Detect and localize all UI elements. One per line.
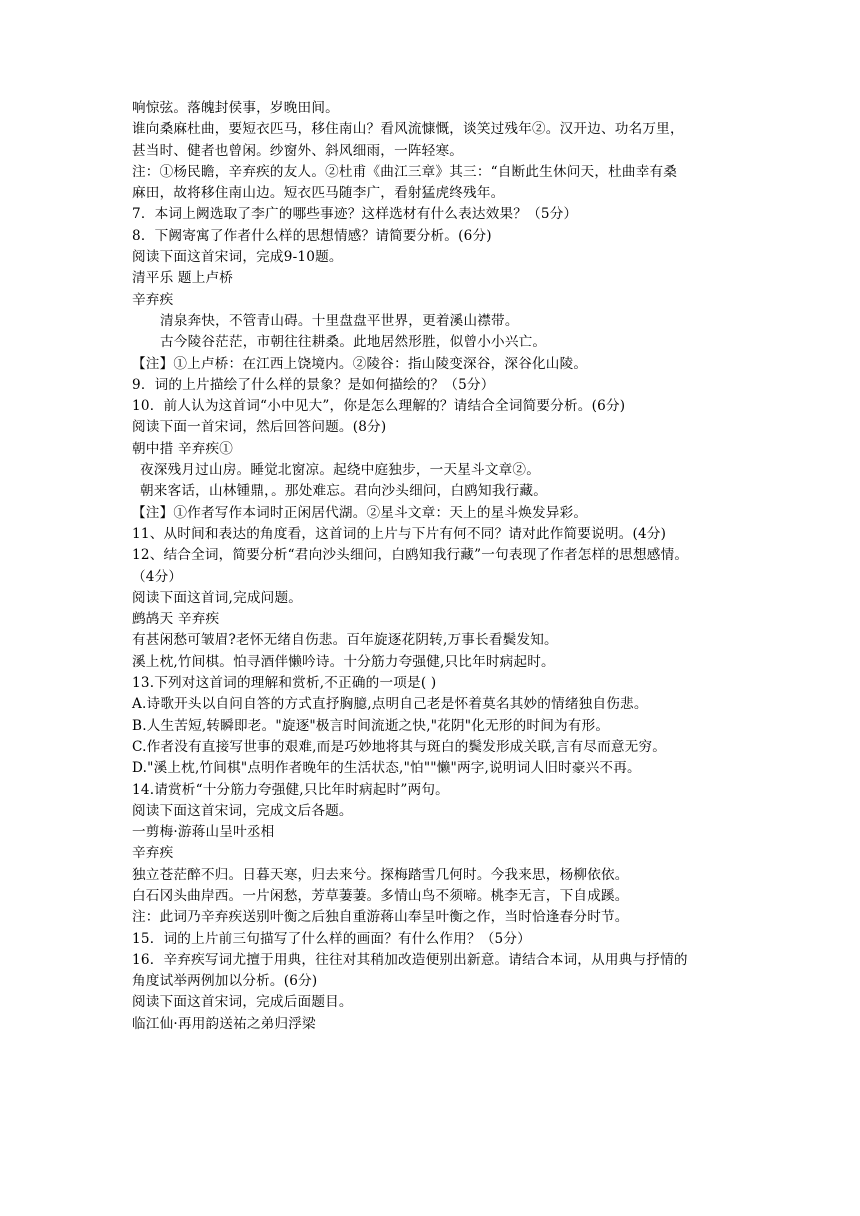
text-line: 10．前人认为这首词“小中见大”，你是怎么理解的？请结合全词简要分析。(6分) bbox=[132, 398, 626, 415]
text-line: 12、结合全词，简要分析“君向沙头细问，白鸥知我行藏”一句表现了作者怎样的思想感情。 bbox=[132, 547, 689, 564]
text-line: 11、从时间和表达的角度看，这首词的上片与下片有何不同？请对此作简要说明。(4分) bbox=[132, 525, 667, 542]
text-line: 8．下阙寄寓了作者什么样的思想情感？请简要分析。(6分) bbox=[132, 227, 492, 244]
text-line: 一剪梅·游蒋山呈叶丞相 bbox=[132, 824, 275, 841]
text-line: 清平乐 题上卢桥 bbox=[132, 270, 234, 287]
text-line: 阅读下面一首宋词，然后回答问题。(8分) bbox=[132, 419, 387, 436]
text-line: 7．本词上阙选取了李广的哪些事迹？这样选材有什么表达效果？（5分） bbox=[132, 206, 578, 223]
text-line: 独立苍茫醉不归。日暮天寒，归去来兮。探梅踏雪几何时。今我来思，杨柳依依。 bbox=[132, 866, 629, 883]
text-line: （4分） bbox=[132, 568, 183, 585]
text-line: 阅读下面这首词,完成问题。 bbox=[132, 589, 303, 606]
text-line: 甚当时、健者也曾闲。纱窗外、斜风细雨，一阵轻寒。 bbox=[132, 142, 464, 159]
text-line: 有甚闲愁可皱眉?老怀无绪自伤悲。百年旋逐花阴转,万事长看鬓发知。 bbox=[132, 632, 558, 649]
text-line: 15．词的上片前三句描写了什么样的画面？有什么作用？（5分） bbox=[132, 930, 531, 947]
text-line: A.诗歌开头以自问自答的方式直抒胸臆,点明自己老是怀着莫名其妙的情绪独自伤悲。 bbox=[132, 696, 648, 713]
text-line: 响惊弦。落魄封侯事，岁晚田间。 bbox=[132, 100, 339, 116]
text-line: 阅读下面这首宋词，完成后面题目。 bbox=[132, 994, 353, 1011]
text-line: 注：①杨民瞻，辛弃疾的友人。②杜甫《曲江三章》其三：“自断此生休问天，杜曲幸有桑 bbox=[132, 163, 678, 180]
text-line: 【注】①作者写作本词时正闲居代湖。②星斗文章：天上的星斗焕发异彩。 bbox=[132, 504, 588, 521]
text-line: D."溪上枕,竹间棋"点明作者晚年的生活状态,"怕""懒"两字,说明词人旧时豪兴不再。 bbox=[132, 760, 641, 777]
text-line: 注：此词乃辛弃疾送别叶衡之后独自重游蒋山奉呈叶衡之作，当时恰逢春分时节。 bbox=[132, 909, 629, 926]
text-line: 阅读下面这首宋词，完成9-10题。 bbox=[132, 249, 343, 266]
text-line: 9．词的上片描绘了什么样的景象？是如何描绘的？（5分） bbox=[132, 376, 495, 393]
text-line: 朝来客话，山林锺鼎，。那处难忘。君向沙头细问，白鸥知我行藏。 bbox=[140, 483, 548, 500]
text-line: 临江仙·再用韵送祐之弟归浮梁 bbox=[132, 1015, 316, 1032]
text-line: 古今陵谷茫茫，市朝往往耕桑。此地居然形胜，似曾小小兴亡。 bbox=[160, 334, 547, 351]
text-line: 【注】①上卢桥：在江西上饶境内。②陵谷：指山陵变深谷，深谷化山陵。 bbox=[132, 355, 588, 372]
text-line: C.作者没有直接写世事的艰难,而是巧妙地将其与斑白的鬓发形成关联,言有尽而意无穷。 bbox=[132, 738, 667, 755]
text-line: 溪上枕,竹间棋。怕寻酒伴懒吟诗。十分筋力夸强健,只比年时病起时。 bbox=[132, 653, 555, 670]
text-line: 阅读下面这首宋词，完成文后各题。 bbox=[132, 802, 353, 819]
text-line: 辛弃疾 bbox=[132, 291, 174, 308]
text-line: 16．辛弃疾写词尤擅于用典，往往对其稍加改造便别出新意。请结合本词，从用典与抒情的 bbox=[132, 951, 688, 968]
text-line: 谁向桑麻杜曲，要短衣匹马，移住南山？看风流慷慨，谈笑过残年②。汉开边、功名万里， bbox=[132, 121, 684, 138]
document-page bbox=[132, 98, 742, 1035]
text-line: 清泉奔快，不管青山碍。十里盘盘平世界，更着溪山襟带。 bbox=[160, 312, 519, 329]
text-line: 朝中措 辛弃疾① bbox=[132, 440, 234, 457]
text-line: B.人生苦短,转瞬即老。"旋逐"极言时间流逝之快,"花阴"化无形的时间为有形。 bbox=[132, 717, 610, 734]
text-line: 鹧鸪天 辛弃疾 bbox=[132, 611, 220, 628]
text-line: 白石冈头曲岸西。一片闲愁，芳草萋萋。多情山鸟不须啼。桃李无言，下自成蹊。 bbox=[132, 887, 629, 904]
text-line: 14.请赏析“十分筋力夸强健,只比年时病起时”两句。 bbox=[132, 781, 449, 798]
text-line: 辛弃疾 bbox=[132, 845, 174, 862]
text-line: 角度试举两例加以分析。(6分) bbox=[132, 973, 318, 990]
text-line: 夜深残月过山房。睡觉北窗凉。起绕中庭独步，一天星斗文章②。 bbox=[140, 462, 541, 479]
text-line: 麻田，故将移住南山边。短衣匹马随李广，看射猛虎终残年。 bbox=[132, 185, 505, 202]
text-line: 13.下列对这首词的理解和赏析,不正确的一项是( ) bbox=[132, 675, 437, 692]
